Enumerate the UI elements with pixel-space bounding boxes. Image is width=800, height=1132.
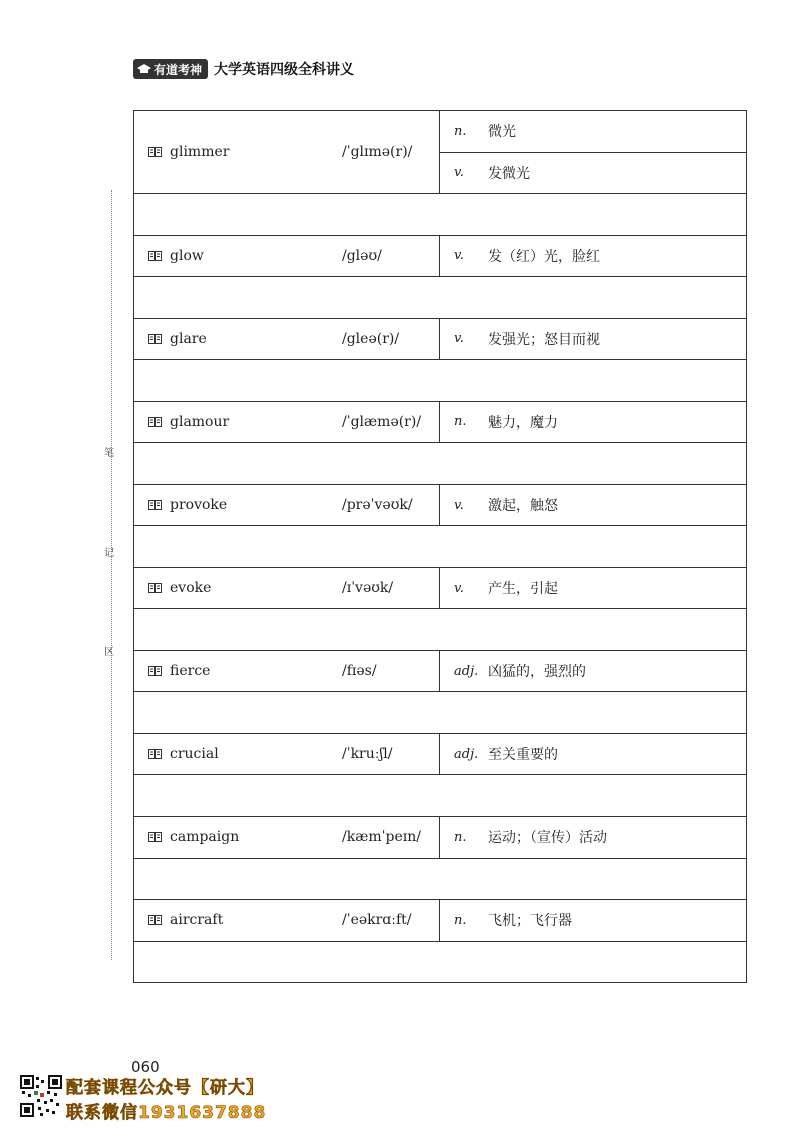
book-icon	[148, 832, 162, 842]
vocab-word: fierce	[170, 663, 211, 680]
vocabulary-table	[133, 110, 747, 983]
note-row	[134, 277, 746, 319]
brand-logo	[133, 59, 208, 79]
senses-cell	[440, 319, 746, 360]
senses-cell	[440, 817, 746, 858]
vocab-word: glare	[170, 330, 207, 347]
vocab-row	[134, 402, 746, 444]
margin-note-char: 记	[104, 548, 114, 559]
promo-text: 联系微信1931637888	[66, 1103, 267, 1123]
vocab-word: glow	[170, 247, 204, 264]
senses-cell	[440, 485, 746, 526]
word-cell	[134, 817, 440, 858]
meaning: 凶猛的，强烈的	[488, 664, 586, 681]
senses-cell	[440, 734, 746, 775]
vocab-phonetic: /gləʊ/	[342, 247, 382, 264]
vocab-row	[134, 485, 746, 527]
promo-text: 配套课程公众号【研大】	[66, 1078, 264, 1098]
part-of-speech: n.	[454, 123, 467, 139]
part-of-speech: n.	[454, 829, 467, 845]
sense-line	[440, 651, 746, 692]
sense-line	[440, 485, 746, 526]
part-of-speech: n.	[454, 912, 467, 928]
vocab-word: crucial	[170, 746, 219, 763]
note-row	[134, 526, 746, 568]
vocab-row	[134, 900, 746, 942]
vocab-row	[134, 319, 746, 361]
vocab-word: campaign	[170, 829, 240, 846]
vocab-phonetic: /ˈglɪmə(r)/	[342, 144, 413, 161]
page-number: 060	[131, 1058, 160, 1076]
vocab-row	[134, 817, 746, 859]
book-icon	[148, 417, 162, 427]
margin-note-char: 笔	[104, 448, 114, 459]
sense-line	[440, 111, 746, 153]
senses-cell	[440, 568, 746, 609]
word-cell	[134, 734, 440, 775]
senses-cell	[440, 236, 746, 277]
meaning: 发微光	[488, 165, 530, 182]
vocab-phonetic: /fɪəs/	[342, 663, 377, 680]
vocab-word: aircraft	[170, 912, 224, 929]
vocab-phonetic: /ˈglæmə(r)/	[342, 413, 422, 430]
vocab-word: glimmer	[170, 144, 230, 161]
vocab-row	[134, 568, 746, 610]
note-row	[134, 775, 746, 817]
word-cell	[134, 402, 440, 443]
meaning: 产生，引起	[488, 581, 558, 598]
word-cell	[134, 319, 440, 360]
meaning: 飞机；飞行器	[488, 913, 572, 930]
vocab-row	[134, 236, 746, 278]
senses-cell	[440, 402, 746, 443]
meaning: 微光	[488, 124, 516, 141]
part-of-speech: v.	[454, 248, 464, 264]
part-of-speech: v.	[454, 497, 464, 513]
sense-line	[440, 568, 746, 609]
vocab-word: evoke	[170, 580, 212, 597]
sense-line	[440, 319, 746, 360]
sense-line	[440, 153, 746, 194]
qr-code-icon[interactable]	[20, 1075, 62, 1117]
sense-line	[440, 734, 746, 775]
page-header	[133, 58, 354, 80]
part-of-speech: adj.	[454, 746, 479, 762]
vocab-word: glamour	[170, 413, 230, 430]
book-icon	[148, 147, 162, 157]
note-row	[134, 692, 746, 734]
senses-cell	[440, 900, 746, 941]
vocab-word: provoke	[170, 497, 228, 514]
meaning: 发（红）光，脸红	[488, 248, 600, 265]
note-row	[134, 443, 746, 485]
word-cell	[134, 485, 440, 526]
meaning: 激起，触怒	[488, 498, 558, 515]
part-of-speech: v.	[454, 580, 464, 596]
book-icon	[148, 583, 162, 593]
vocab-phonetic: /kæmˈpeɪn/	[342, 829, 421, 846]
vocab-row	[134, 111, 746, 194]
sense-line	[440, 402, 746, 443]
book-icon	[148, 915, 162, 925]
meaning: 发强光；怒目而视	[488, 331, 600, 348]
vocab-phonetic: /ˈkruːʃl/	[342, 746, 393, 763]
part-of-speech: v.	[454, 165, 464, 181]
senses-cell	[440, 651, 746, 692]
notes-margin-line	[111, 190, 112, 960]
note-row	[134, 360, 746, 402]
part-of-speech: adj.	[454, 663, 479, 679]
word-cell	[134, 568, 440, 609]
word-cell	[134, 900, 440, 941]
vocab-row	[134, 734, 746, 776]
meaning: 运动；（宣传）活动	[488, 830, 607, 847]
book-icon	[148, 666, 162, 676]
word-cell	[134, 111, 440, 193]
brand-name: 有道考神	[154, 62, 203, 77]
book-icon	[148, 749, 162, 759]
vocab-phonetic: /gleə(r)/	[342, 330, 400, 347]
sense-line	[440, 236, 746, 277]
book-icon	[148, 251, 162, 261]
meaning: 魅力，魔力	[488, 414, 558, 431]
vocab-phonetic: /ɪˈvəʊk/	[342, 580, 394, 597]
book-icon	[148, 334, 162, 344]
mortarboard-icon	[137, 62, 151, 76]
sense-line	[440, 817, 746, 858]
word-cell	[134, 651, 440, 692]
meaning: 至关重要的	[488, 747, 558, 764]
vocab-phonetic: /prəˈvəʊk/	[342, 497, 413, 514]
note-row	[134, 194, 746, 236]
word-cell	[134, 236, 440, 277]
note-row	[134, 859, 746, 901]
vocab-phonetic: /ˈeəkrɑːft/	[342, 912, 412, 929]
part-of-speech: n.	[454, 414, 467, 430]
note-row	[134, 609, 746, 651]
sense-line	[440, 900, 746, 941]
vocab-row	[134, 651, 746, 693]
senses-cell	[440, 111, 746, 193]
book-icon	[148, 500, 162, 510]
book-title: 大学英语四级全科讲义	[214, 62, 355, 78]
margin-note-char: 区	[104, 647, 114, 658]
part-of-speech: v.	[454, 331, 464, 347]
note-row	[134, 942, 746, 983]
